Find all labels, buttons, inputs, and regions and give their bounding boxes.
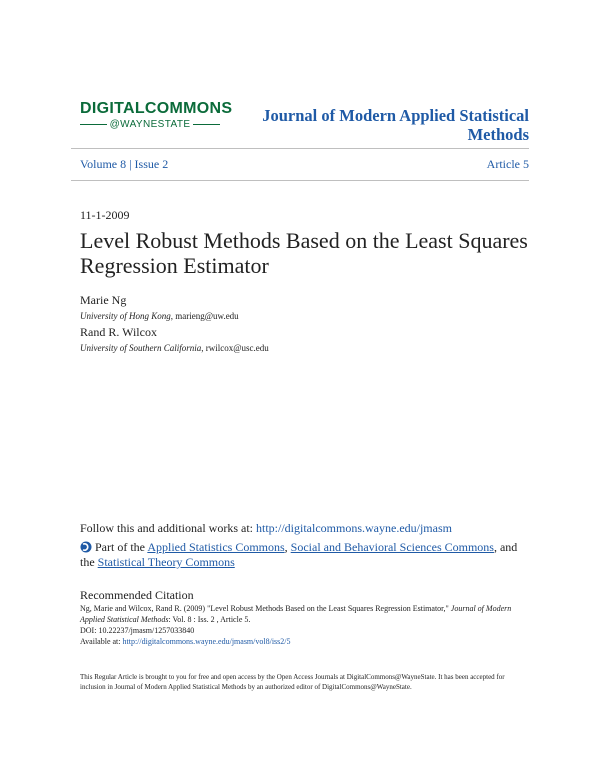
paper-title: Level Robust Methods Based on the Least Squares Regression Estimator xyxy=(80,228,528,278)
volume-link[interactable]: Volume 8 xyxy=(80,157,127,171)
author-affiliation xyxy=(80,311,239,321)
author-name: Marie Ng xyxy=(80,293,127,307)
follow-label: Follow this and additional works at: xyxy=(80,521,256,535)
author-email[interactable]: , marieng@uw.edu xyxy=(170,311,239,321)
header-divider-bottom xyxy=(71,180,529,181)
citation-doi: DOI: 10.22237/jmasm/1257033840 xyxy=(80,626,195,635)
header-divider-top xyxy=(71,148,529,149)
author-name: Rand R. Wilcox xyxy=(80,325,157,339)
available-label: Available at: xyxy=(80,637,123,646)
part-of-line xyxy=(80,540,530,570)
issue-link[interactable]: Issue 2 xyxy=(134,157,169,171)
affiliation-text: University of Hong Kong xyxy=(80,311,171,321)
applied-statistics-commons-link[interactable]: Applied Statistics Commons xyxy=(147,540,285,554)
open-access-icon xyxy=(80,541,92,553)
partof-sep-2: , and the xyxy=(80,540,518,569)
follow-url-link[interactable]: http://digitalcommons.wayne.edu/jmasm xyxy=(256,521,452,535)
available-url-link[interactable]: http://digitalcommons.wayne.edu/jmasm/vol8/iss2/5 xyxy=(122,637,291,646)
affiliation-text: University of Southern California xyxy=(80,343,202,353)
citation-volume: : Vol. 8 : Iss. 2 , Article 5. xyxy=(168,615,251,624)
social-behavioral-sciences-commons-link[interactable]: Social and Behavioral Sciences Commons xyxy=(290,540,494,554)
author-email[interactable]: , rwilcox@usc.edu xyxy=(201,343,269,353)
journal-title-link[interactable]: Journal of Modern Applied Statistical Methods xyxy=(262,106,529,144)
citation-text: Ng, Marie and Wilcox, Rand R. (2009) "Level Robust Methods Based on the Least Squares Regression Estimator," xyxy=(80,604,451,613)
partof-prefix: Part of the xyxy=(95,540,148,554)
volume-separator: | xyxy=(129,157,132,171)
citation-block xyxy=(80,603,530,647)
recommended-citation-heading: Recommended Citation xyxy=(80,588,194,602)
logo-top-text: DIGITALCOMMONS xyxy=(80,100,233,117)
volume-issue xyxy=(80,157,168,172)
footer-notice: This Regular Article is brought to you for free and open access by the Open Access Journals at DigitalCommons@WayneState. It has been accepted for inclusion in Journal of Modern Applied Statistical Methods by an authorized editor of DigitalCommons@WayneState. xyxy=(80,673,505,691)
article-number[interactable]: Article 5 xyxy=(486,157,529,171)
author-affiliation xyxy=(80,343,269,353)
logo-bottom-row xyxy=(80,119,220,130)
statistical-theory-commons-link[interactable]: Statistical Theory Commons xyxy=(97,555,235,569)
follow-line xyxy=(80,521,452,536)
logo-bottom-text: @WAYNESTATE xyxy=(109,119,191,130)
author-block-2 xyxy=(80,325,269,353)
citation-journal: Journal of Modern Applied Statistical Methods xyxy=(80,604,512,624)
partof-sep-1: , xyxy=(284,540,291,554)
logo-rule-right xyxy=(193,124,220,125)
author-block-1 xyxy=(80,293,239,321)
publication-date: 11-1-2009 xyxy=(80,208,130,222)
logo-rule-left xyxy=(80,124,107,125)
digitalcommons-logo[interactable] xyxy=(80,100,233,130)
